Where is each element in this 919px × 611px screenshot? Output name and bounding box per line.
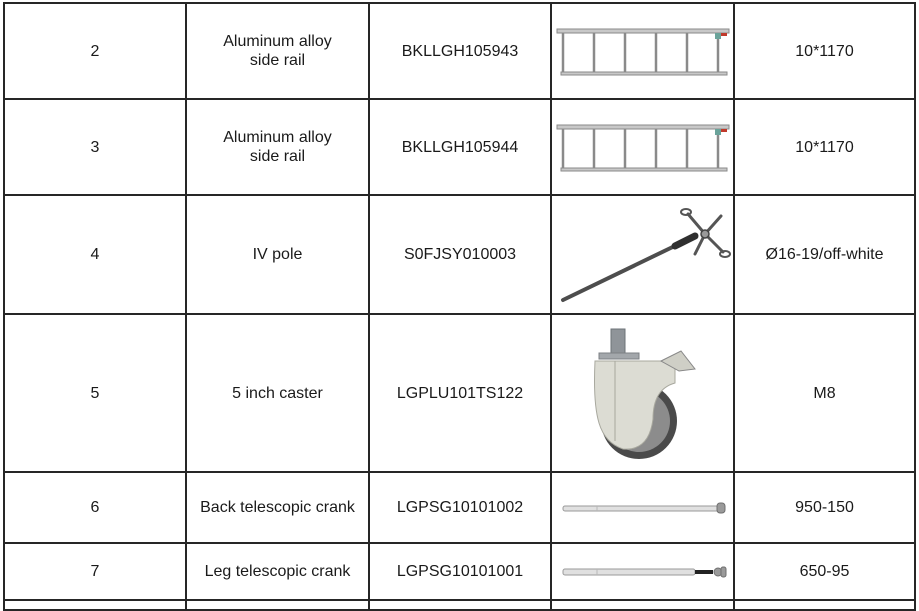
item-name [186, 99, 369, 195]
item-code: BKLLGH105944 [369, 99, 551, 195]
back-crank-image [555, 500, 731, 516]
item-name: 5 inch caster [186, 314, 369, 472]
item-name-line: side rail [249, 52, 306, 69]
side-rail-image [555, 119, 731, 175]
item-image-cell [551, 3, 734, 99]
item-number: 7 [4, 543, 186, 600]
item-code: BKLLGH105943 [369, 3, 551, 99]
item-image-cell [551, 99, 734, 195]
item-code: LGPSG10101002 [369, 472, 551, 543]
item-number: 3 [4, 99, 186, 195]
item-number: 5 [4, 314, 186, 472]
item-code: S0FJSY010003 [369, 195, 551, 314]
table-row [4, 99, 915, 195]
item-name [186, 3, 369, 99]
item-number: 4 [4, 195, 186, 314]
caster-image [583, 323, 703, 463]
item-name: Leg telescopic crank [186, 543, 369, 600]
item-code: LGPSG10101001 [369, 543, 551, 600]
table-row [4, 472, 915, 543]
side-rail-image [555, 23, 731, 79]
item-spec: 10*1170 [734, 99, 915, 195]
item-image-cell [551, 195, 734, 314]
item-spec: M8 [734, 314, 915, 472]
table-row [4, 543, 915, 600]
item-code: LGPLU101TS122 [369, 314, 551, 472]
item-spec: 950-150 [734, 472, 915, 543]
leg-crank-image [555, 564, 731, 580]
item-image-cell [551, 543, 734, 600]
item-image-cell [551, 314, 734, 472]
item-name: IV pole [186, 195, 369, 314]
item-name-line: side rail [249, 148, 306, 165]
item-image-cell [551, 472, 734, 543]
iv-pole-image [555, 200, 731, 310]
item-name-line: Aluminum alloy [223, 129, 332, 146]
item-number: 2 [4, 3, 186, 99]
parts-table [3, 2, 916, 611]
table-row [4, 195, 915, 314]
item-spec: 650-95 [734, 543, 915, 600]
item-number: 6 [4, 472, 186, 543]
table-row [4, 314, 915, 472]
table-row [4, 3, 915, 99]
item-spec: 10*1170 [734, 3, 915, 99]
item-name: Back telescopic crank [186, 472, 369, 543]
item-spec: Ø16-19/off-white [734, 195, 915, 314]
item-name-line: Aluminum alloy [223, 33, 332, 50]
